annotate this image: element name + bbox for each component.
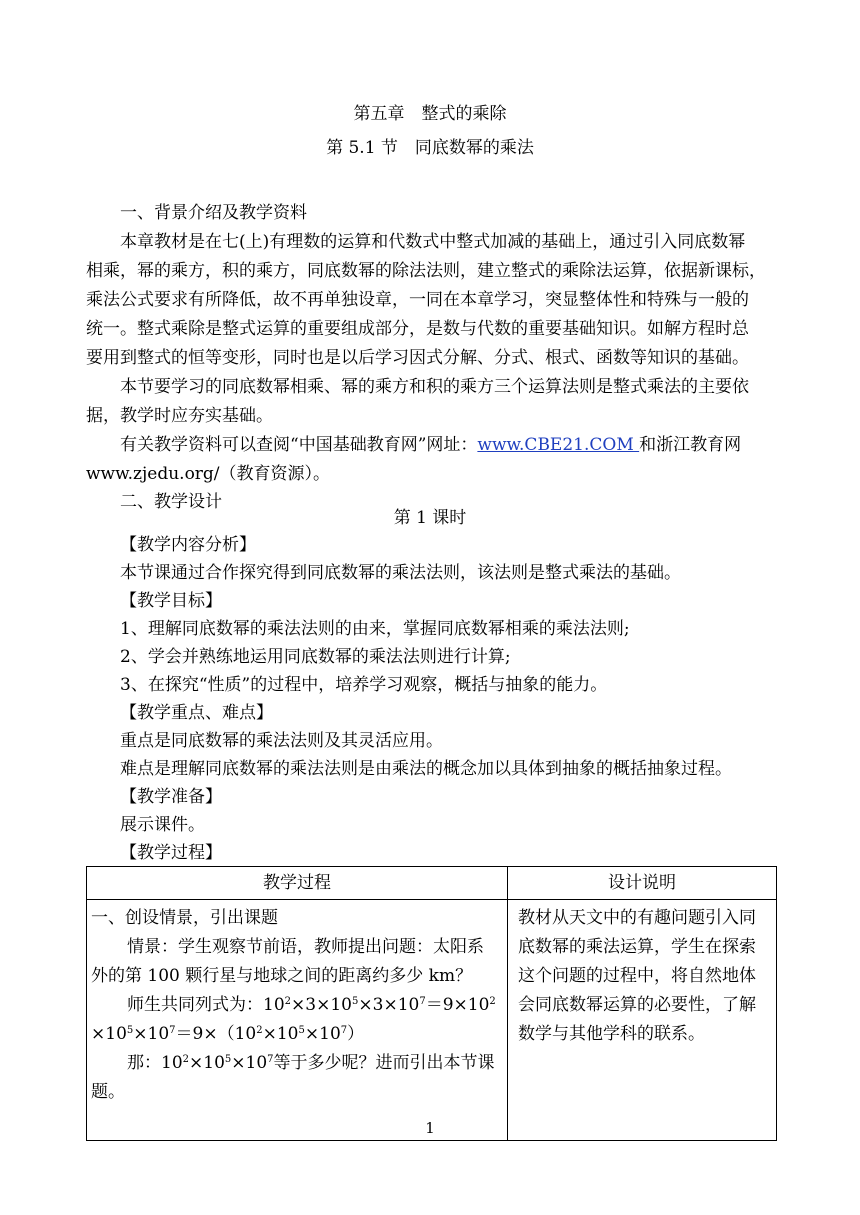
factor: 3 (305, 995, 317, 1015)
times-sign: × (91, 1024, 106, 1044)
paragraph-line: 相乘，幂的乘方，积的乘方，同底数幂的除法法则，建立整式的乘除法运算，依据新课标， (86, 261, 766, 281)
power-base: 10 (147, 1024, 170, 1044)
paragraph-line: 要用到整式的恒等变形，同时也是以后学习因式分解、分式、根式、函数等知识的基础。 (86, 348, 749, 368)
left-paren: （ (217, 1024, 235, 1044)
notes-line: 会同底数幂运算的必要性，了解 (518, 995, 756, 1015)
power-base: 10 (105, 1024, 127, 1044)
power-base: 10 (467, 995, 490, 1015)
prep-heading: 【教学准备】 (120, 787, 222, 807)
cbe21-link[interactable]: www.CBE21.COM (477, 435, 640, 455)
process-line: 外的第 100 颗行星与地球之间的距离约多少 km？ (91, 966, 473, 986)
equals-sign: ＝ (175, 1024, 193, 1044)
process-line: 情景：学生观察节前语，教师提出问题：太阳系 (127, 937, 484, 957)
notes-cell (508, 900, 777, 1141)
goal-item: 3、在探究“性质”的过程中，培养学习观察，概括与抽象的能力。 (120, 675, 608, 695)
power-base: 10 (263, 995, 285, 1015)
process-cell (87, 900, 508, 1141)
formula-prefix: 师生共同列式为： (127, 995, 263, 1015)
process-line: 题。 (91, 1082, 125, 1102)
paragraph-line: 乘法公式要求有所降低，故不再单独设章，一同在本章学习，突显整体性和特殊与一般的 (86, 290, 749, 310)
teaching-process-table (86, 866, 777, 1141)
section-title: 第 5.1 节 同底数幂的乘法 (326, 138, 534, 158)
exponent: 2 (182, 1054, 190, 1065)
exponent: 2 (284, 996, 292, 1007)
content-analysis-heading: 【教学内容分析】 (120, 535, 256, 555)
goal-item: 1、理解同底数幂的乘法法则的由来，掌握同底数幂相乘的乘法法则; (120, 619, 630, 639)
power-base: 10 (161, 1053, 183, 1073)
resource-text-suffix: 和浙江教育网 (639, 435, 742, 455)
design-heading: 二、教学设计 (120, 492, 222, 512)
resource-paragraph-line2: www.zjedu.org/（教育资源）。 (86, 464, 331, 484)
prep-text: 展示课件。 (120, 815, 205, 835)
question-prefix: 那： (127, 1053, 161, 1073)
question-suffix: 等于多少呢？进而引出本节课 (273, 1053, 495, 1073)
exponent: 5 (126, 1025, 134, 1036)
notes-line: 这个问题的过程中，将自然地体 (518, 966, 756, 986)
times-sign: × (133, 1024, 148, 1044)
times-sign: × (358, 995, 373, 1015)
times-sign: × (189, 1053, 204, 1073)
exponent: 7 (169, 1025, 176, 1036)
exponent: 7 (267, 1054, 274, 1065)
exponent: 7 (340, 1025, 348, 1036)
table-header-process: 教学过程 (87, 867, 508, 900)
exponent: 2 (256, 1025, 263, 1036)
page-number: 1 (425, 1119, 435, 1137)
formula-line (127, 995, 496, 1015)
exponent: 5 (224, 1054, 232, 1065)
exponent: 5 (351, 996, 359, 1007)
formula-line (127, 1053, 495, 1073)
exponent: 7 (419, 996, 426, 1007)
content-analysis-text: 本节课通过合作探究得到同底数幂的乘法法则，该法则是整式乘法的基础。 (120, 563, 681, 583)
notes-line: 教材从天文中的有趣问题引入同 (518, 908, 756, 928)
table-header-notes: 设计说明 (508, 867, 777, 900)
notes-line: 底数幂的乘法运算，学生在探索 (518, 937, 756, 957)
goals-heading: 【教学目标】 (120, 591, 222, 611)
process-heading: 【教学过程】 (120, 843, 222, 863)
times-sign: × (316, 995, 331, 1015)
paragraph-line: 本节要学习的同底数幂相乘、幂的乘方和积的乘方三个运算法则是整式乘法的主要依 (120, 377, 749, 397)
power-base: 10 (276, 1024, 299, 1044)
exponent: 5 (298, 1025, 305, 1036)
chapter-title: 第五章 整式的乘除 (353, 104, 507, 124)
power-base: 10 (397, 995, 420, 1015)
formula-line (91, 1024, 364, 1044)
paragraph-line: 本章教材是在七(上)有理数的运算和代数式中整式加减的基础上，通过引入同底数幂 (120, 232, 746, 252)
times-sign: × (383, 995, 398, 1015)
power-base: 10 (234, 1024, 257, 1044)
process-step-title: 一、创设情景，引出课题 (91, 908, 278, 928)
right-paren: ） (347, 1024, 365, 1044)
power-base: 10 (330, 995, 352, 1015)
power-base: 10 (319, 1024, 341, 1044)
factor: 3 (372, 995, 384, 1015)
nine-times: 9× (192, 1024, 218, 1044)
paragraph-line: 统一。整式乘除是整式运算的重要组成部分，是数与代数的重要基础知识。如解方程时总 (86, 319, 749, 339)
background-heading: 一、背景介绍及教学资料 (120, 203, 307, 223)
goal-item: 2、学会并熟练地运用同底数幂的乘法法则进行计算; (120, 647, 511, 667)
times-sign: × (304, 1024, 320, 1044)
times-sign: × (231, 1053, 246, 1073)
resource-paragraph (120, 435, 741, 455)
times-sign: × (262, 1024, 277, 1044)
exponent: 2 (489, 996, 496, 1007)
key-point-text: 重点是同底数幂的乘法法则及其灵活应用。 (120, 731, 443, 751)
power-base: 10 (245, 1053, 268, 1073)
paragraph-line: 据，教学时应夯实基础。 (86, 406, 273, 426)
resource-text: 有关教学资料可以查阅“中国基础教育网”网址： (120, 435, 478, 455)
equals-nine-times: ＝9× (425, 995, 468, 1015)
notes-line: 数学与其他学科的联系。 (518, 1024, 705, 1044)
lesson-title: 第 1 课时 (393, 508, 467, 528)
difficulty-text: 难点是理解同底数幂的乘法法则是由乘法的概念加以具体到抽象的概括抽象过程。 (120, 759, 732, 779)
power-base: 10 (203, 1053, 225, 1073)
times-sign: × (291, 995, 306, 1015)
key-points-heading: 【教学重点、难点】 (120, 703, 273, 723)
